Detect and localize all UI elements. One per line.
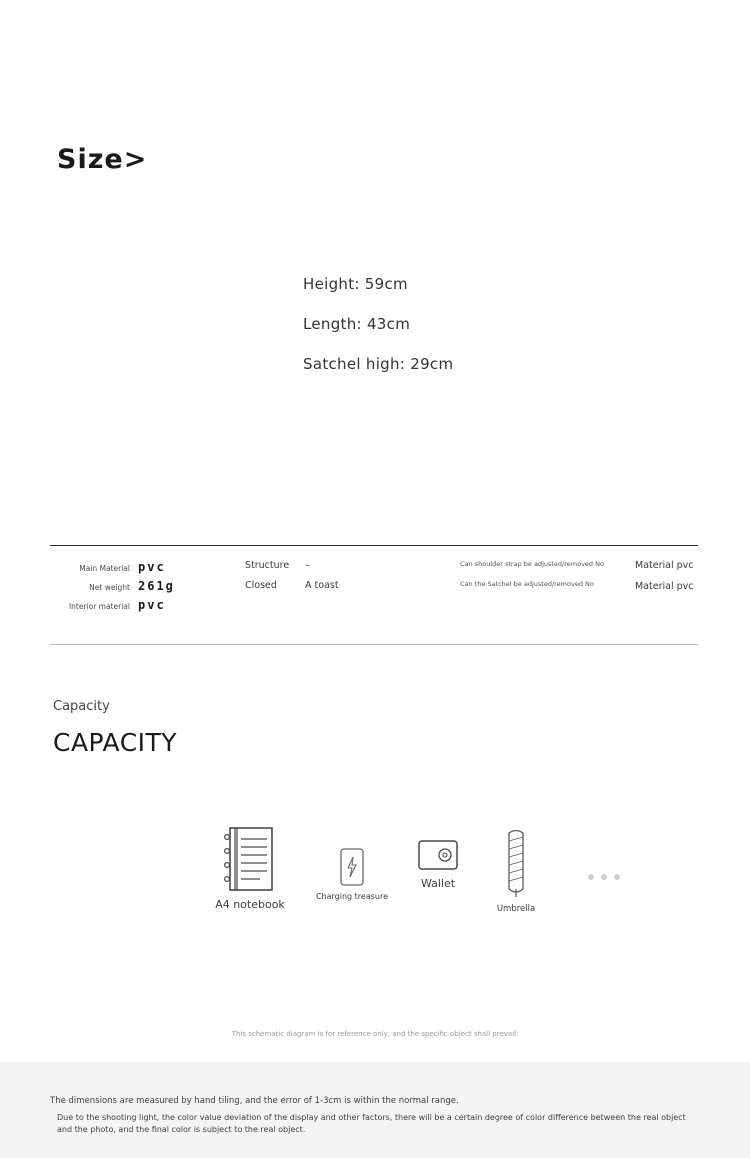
spec-row [245,560,435,571]
capacity-title: CAPACITY [53,728,178,757]
dot [588,874,594,880]
spec-row [68,598,258,613]
footer-line-2: Due to the shooting light, the color value deviation of the display and other factors, there will be a certain degree of color difference between the real object and the photo, and the final color is subject to the real object. [57,1113,686,1135]
dimension-length: Length: 43cm [303,315,411,333]
capacity-item-umbrella [456,827,576,914]
spec-divider-bottom [50,644,698,645]
spec-label: Structure [245,560,290,571]
spec-label: Net weight [89,583,130,592]
spec-column-adjustable [460,560,650,600]
footer-disclaimer [0,1062,750,1158]
dimension-height: Height: 59cm [303,275,408,293]
spec-row [68,560,258,575]
spec-row [245,580,435,591]
spec-value: pvc [138,560,166,574]
spec-note: Material pvc [635,560,694,571]
dimension-list [303,275,683,395]
spec-row [68,579,258,594]
spec-value: A toast [305,580,339,591]
dot [601,874,607,880]
spec-table [50,560,710,638]
spec-value: pvc [138,598,166,612]
spec-note: Can shoulder strap be adjusted/removed No [460,560,604,568]
spec-label: Interior material [68,602,130,611]
notebook-icon [224,825,276,893]
capacity-item-label: A4 notebook [215,898,285,911]
capacity-item-label: Umbrella [496,904,536,914]
wallet-icon [417,838,459,872]
spec-divider-top [50,545,698,546]
spec-note: Material pvc [635,581,694,592]
capacity-item-label: Charging treasure [315,892,389,901]
schematic-disclaimer: This schematic diagram is for reference only, and the specific object shall prevail. [231,1030,519,1038]
dot [614,874,620,880]
spec-column-material-right [635,560,750,602]
spec-note: Can the Satchel be adjusted/removed No [460,580,594,588]
capacity-icon-row [190,815,650,925]
spec-label: Main Material [79,564,130,573]
power-bank-icon [338,847,366,887]
size-section-title: Size> [57,144,148,175]
spec-column-material [68,560,258,617]
ellipsis-dots-icon [588,874,620,880]
umbrella-icon [499,827,533,899]
spec-value: 261g [138,579,175,593]
dimension-satchel-high: Satchel high: 29cm [303,355,454,373]
spec-column-structure [245,560,435,600]
capacity-subtitle: Capacity [53,699,110,714]
spec-label: Closed [245,580,277,591]
capacity-item-label: Wallet [420,877,456,890]
footer-line-1: The dimensions are measured by hand tiling, and the error of 1-3cm is within the normal range. [50,1096,459,1106]
spec-value: – [305,560,310,571]
